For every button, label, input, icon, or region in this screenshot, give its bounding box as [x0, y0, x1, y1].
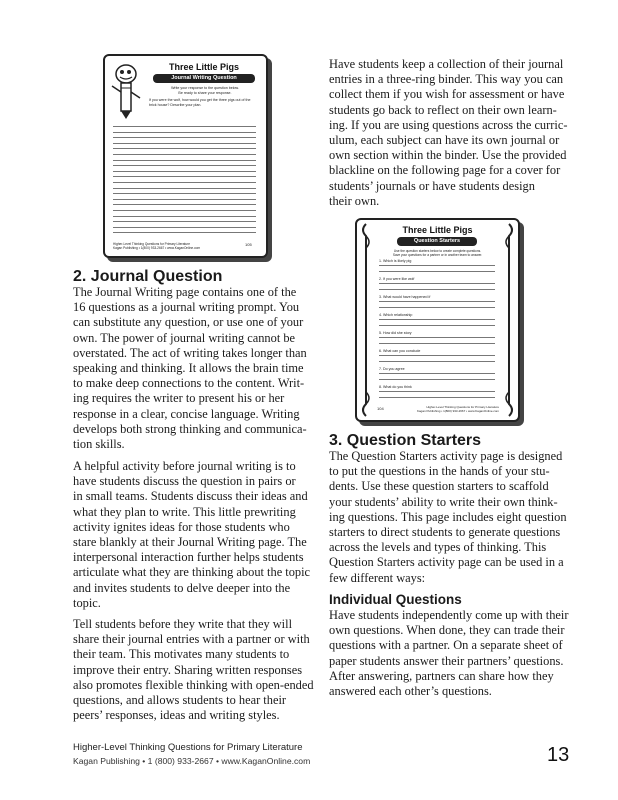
writing-line	[113, 143, 256, 144]
answer-line	[379, 373, 495, 374]
question-starters-paragraph: The Question Starters activity page is designed to put the questions in the hands of your stu- dents. Use these question starters to scaffold your students’ ability to write their own think- ing questions. This page includes eight question starters to direct students to generate questions across the levels and types of thinking. This Question Starters activity page can be used in a few different ways:	[329, 449, 567, 585]
writing-line	[113, 210, 256, 211]
thumbnail-title: Three Little Pigs	[402, 225, 473, 235]
writing-line	[113, 171, 256, 172]
question-starters-thumbnail	[355, 218, 520, 422]
footer-book-title: Higher-Level Thinking Questions for Primary Literature	[73, 742, 303, 753]
writing-line	[113, 148, 256, 149]
thumbnail-question: If you were the wolf, how would you get the three pigs out of the brick house? Describe your plan.	[149, 98, 251, 107]
writing-line	[113, 165, 256, 166]
journal-paragraph-3: Tell students before they write that they will share their journal entries with a partner or with their team. This motivates many students to improve their entry. Sharing written responses also promotes flexible thinking with open-ended questions, and allows students to hear their peers’ responses, ideas and writing styles.	[73, 617, 314, 723]
answer-line	[379, 271, 495, 272]
starter-line: 1. Which is likely pig	[379, 259, 412, 263]
section-heading-question-starters: 3. Question Starters	[329, 432, 482, 449]
thumbnail-footer: Higher-Level Thinking Questions for Primary Literature Kagan Publishing • 1(800) 933-2667 • www.KaganOnline.com	[417, 405, 499, 413]
answer-line	[379, 355, 495, 356]
answer-line	[379, 289, 495, 290]
writing-line	[113, 227, 256, 228]
answer-line	[379, 391, 495, 392]
journal-writing-thumbnail	[103, 54, 268, 258]
answer-line	[379, 307, 495, 308]
page-number: 13	[547, 744, 570, 766]
writing-line	[113, 221, 256, 222]
answer-line	[379, 301, 495, 302]
writing-line	[113, 126, 256, 127]
answer-line	[379, 337, 495, 338]
thumbnail-page-number: 104	[377, 406, 384, 411]
starter-line: 8. What do you think	[379, 385, 412, 389]
answer-line	[379, 361, 495, 362]
answer-line	[379, 379, 495, 380]
thumbnail-page-number: 105	[245, 242, 252, 247]
answer-line	[379, 265, 495, 266]
thumbnail-instructions: Use the question starters below to create complete questions. Save your questions for a partner or in another team to answer.	[392, 249, 483, 257]
thumbnail-banner: Journal Writing Question	[153, 74, 255, 83]
starter-line: 3. What would have happened if	[379, 295, 431, 299]
answer-line	[379, 397, 495, 398]
thumbnail-banner: Question Starters	[397, 237, 477, 246]
answer-line	[379, 319, 495, 320]
starter-line: 5. How did she story	[379, 331, 412, 335]
starter-line: 7. Do you agree	[379, 367, 405, 371]
writing-line	[113, 132, 256, 133]
writing-line	[113, 216, 256, 217]
thumbnail-title: Three Little Pigs	[168, 62, 239, 72]
writing-line	[113, 182, 256, 183]
scroll-border-left-icon	[359, 222, 373, 418]
pencil-mascot-icon	[109, 62, 143, 120]
answer-line	[379, 343, 495, 344]
writing-line	[113, 176, 256, 177]
subheading-individual-questions: Individual Questions	[329, 592, 462, 607]
writing-line	[113, 232, 256, 233]
answer-line	[379, 283, 495, 284]
starter-line: 6. What can you conclude	[379, 349, 421, 353]
answer-line	[379, 325, 495, 326]
journal-paragraph-1: The Journal Writing page contains one of the 16 questions as a journal writing prompt. You can substitute any question, or use one of your own. The power of journal writing cannot be overstated. The act of writing takes longer than speaking and thinking. It allows the brain time to make deep connections to the content. Writ- ing requires the writer to present his or her response in a clear, concise language. Writing develops both strong thinking and communica- tion skills.	[73, 285, 307, 452]
thumbnail-footer: Higher-Level Thinking Questions for Primary Literature Kagan Publishing • 1(800) 933-2667 • www.KaganOnline.com	[113, 242, 201, 250]
starter-line: 4. Which relationship	[379, 313, 413, 317]
writing-line	[113, 188, 256, 189]
writing-line	[113, 193, 256, 194]
binder-paragraph: Have students keep a collection of their journal entries in a three-ring binder. This way you can collect them if you wish for assessment or have students go back to reflect on their own learn- ing. If you are using questions across the curric- ulum, each subject can have its own journal or own section within the binder. Use the provided blackline on the following page for a cover for students’ journals or have students design their own.	[329, 57, 568, 208]
writing-line	[113, 204, 256, 205]
journal-paragraph-2: A helpful activity before journal writing is to have students discuss the question in pairs or in small teams. Students discuss their ideas and what they plan to write. This little prewriting activity ignites ideas for those students who stare blankly at their Journal Writing page. The interpersonal interaction further helps students articulate what they are thinking about the topic and invites students to delve deeper into the topic.	[73, 459, 311, 610]
scroll-border-right-icon	[502, 222, 516, 418]
starter-line: 2. If you were like wolf	[379, 277, 415, 281]
thumbnail-instructions: Write your response to the question below. Be ready to share your response.	[171, 86, 239, 95]
section-heading-journal-question: 2. Journal Question	[73, 268, 223, 285]
writing-line	[113, 154, 256, 155]
writing-line	[113, 160, 256, 161]
individual-questions-paragraph: Have students independently come up with their own questions. When done, they can trade their questions with a partner. On a separate sheet of paper students answer their partners’ questions. After answering, partners can share how they answered each other’s questions.	[329, 608, 569, 699]
writing-line	[113, 137, 256, 138]
writing-line	[113, 199, 256, 200]
footer-publisher-info: Kagan Publishing • 1 (800) 933-2667 • www.KaganOnline.com	[73, 756, 311, 766]
